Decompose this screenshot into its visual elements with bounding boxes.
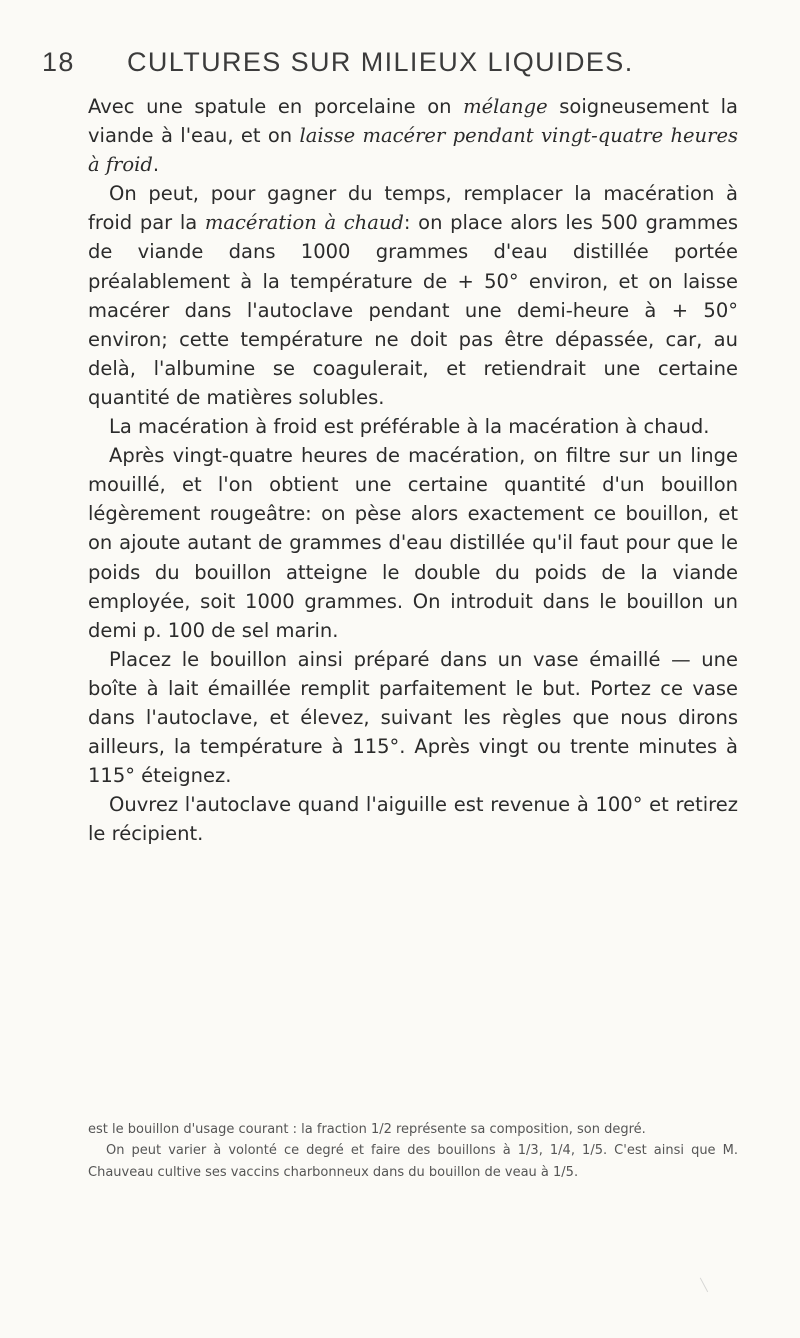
- paragraph-text: soigneusement la viande à l'eau, et on: [88, 95, 738, 148]
- paragraph-autoclave: Placez le bouillon ainsi préparé dans un vase émaillé — une boîte à lait émaillée remplit parfaitement le but. Portez ce vase dans l'autoclave, et élevez, suivant les règles que nous dirons ailleurs, la température à 115°. Après vingt ou trente minutes à 115° éteignez.: [88, 647, 738, 788]
- paragraph-text: .: [152, 153, 160, 177]
- main-text: [88, 92, 738, 848]
- running-header: [42, 47, 762, 87]
- paragraph-text: On peut, pour gagner du temps, remplacer la macération à froid par la: [88, 182, 738, 235]
- page-mark: [700, 1274, 715, 1292]
- italic-term: macération à chaud: [204, 211, 404, 235]
- footnote-line: est le bouillon d'usage courant : la fraction 1/2 représente sa composition, son degré.: [88, 1122, 646, 1137]
- paragraph-text: : on place alors les 500 grammes de viande dans 1000 grammes d'eau distillée portée préalablement à la température de + 50° environ, et on laisse macérer dans l'autoclave pendant une demi-heure à + 50° environ; cette température ne doit pas être dépassée, car, au delà, l'albumine se coagulerait, et retiendrait une certaine quantité de matières solubles.: [88, 211, 738, 409]
- paragraph-preference: La macération à froid est préférable à la macération à chaud.: [109, 415, 710, 439]
- paragraph-remove-container: Ouvrez l'autoclave quand l'aiguille est revenue à 100° et retirez le récipient.: [88, 793, 738, 846]
- paragraph-text: Avec une spatule en porcelaine on: [88, 95, 464, 118]
- italic-term: laisse macérer pendant vingt-quatre heures à froid: [88, 124, 738, 177]
- italic-term: mélange: [463, 95, 548, 118]
- paragraph-hot-maceration: [88, 179, 738, 412]
- footnote: [88, 1119, 738, 1183]
- footnote-line: On peut varier à volonté ce degré et faire des bouillons à 1/3, 1/4, 1/5. C'est ainsi que M. Chauveau cultive ses vaccins charbonneux dans du bouillon de veau à 1/5.: [88, 1143, 738, 1180]
- paragraph-mixing: [88, 92, 738, 179]
- page-number: 18: [42, 47, 75, 77]
- paragraph-filtering: Après vingt-quatre heures de macération, on filtre sur un linge mouillé, et l'on obtient une certaine quantité d'un bouillon légèrement rougeâtre: on pèse alors exactement ce bouillon, et on ajoute autant de grammes d'eau distillée qu'il faut pour que le poids du bouillon atteigne le double du poids de la viande employée, soit 1000 grammes. On introduit dans le bouillon un demi p. 100 de sel marin.: [88, 444, 738, 642]
- running-title: CULTURES SUR MILIEUX LIQUIDES.: [127, 47, 634, 77]
